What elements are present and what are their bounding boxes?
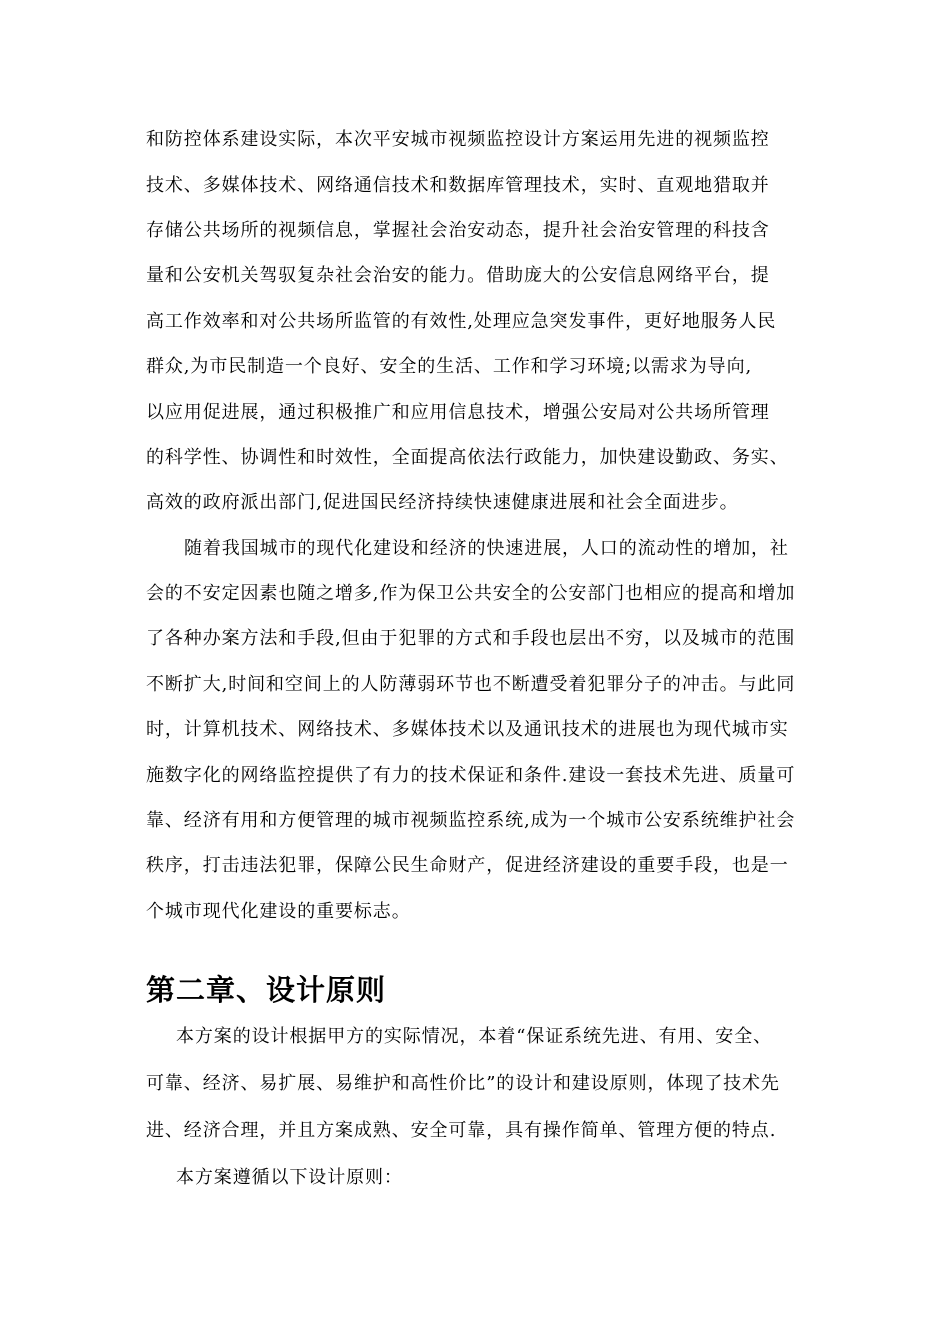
paragraph-1-line: 技术、多媒体技术、网络通信技术和数据库管理技术，实时、直观地猎取并 — [146, 175, 770, 196]
paragraph-1-line: 存储公共场所的视频信息，掌握社会治安动态，提升社会治安管理的科技含 — [146, 220, 770, 241]
paragraph-3-line: 进、经济合理，并且方案成熟、安全可靠，具有操作简单、管理方便的特点. — [146, 1120, 777, 1141]
paragraph-2-line: 时，计算机技术、网络技术、多媒体技术以及通讯技术的进展也为现代城市实 — [146, 719, 789, 740]
paragraph-2-line: 秩序，打击违法犯罪，保障公民生命财产，促进经济建设的重要手段，也是一 — [146, 855, 789, 876]
paragraph-3-line: 可靠、经济、易扩展、易维护和高性价比”的设计和建设原则，体现了技术先 — [146, 1073, 780, 1094]
paragraph-1-line: 群众,为市民制造一个良好、安全的生活、工作和学习环境;以需求为导向, — [146, 356, 753, 377]
paragraph-1-line: 高效的政府派出部门,促进国民经济持续快速健康进展和社会全面进步。 — [146, 492, 739, 513]
paragraph-3-line: 本方案的设计根据甲方的实际情况，本着“保证系统先进、有用、安全、 — [176, 1026, 772, 1047]
paragraph-1-line: 的科学性、协调性和时效性，全面提高依法行政能力，加快建设勤政、务实、 — [146, 447, 789, 468]
paragraph-1-line: 和防控体系建设实际，本次平安城市视频监控设计方案运用先进的视频监控 — [146, 129, 770, 150]
paragraph-2-line: 靠、经济有用和方便管理的城市视频监控系统,成为一个城市公安系统维护社会 — [146, 810, 796, 831]
paragraph-1-line: 以应用促进展，通过积极推广和应用信息技术，增强公安局对公共场所管理 — [146, 402, 770, 423]
paragraph-2-line: 不断扩大,时间和空间上的人防薄弱环节也不断遭受着犯罪分子的冲击。与此同 — [146, 674, 796, 695]
paragraph-2-line: 个城市现代化建设的重要标志。 — [146, 901, 411, 922]
paragraph-2-line: 了各种办案方法和手段,但由于犯罪的方式和手段也层出不穷，以及城市的范围 — [146, 628, 796, 649]
paragraph-1-line: 高工作效率和对公共场所监管的有效性,处理应急突发事件，更好地服务人民 — [146, 311, 777, 332]
paragraph-2-line: 施数字化的网络监控提供了有力的技术保证和条件.建设一套技术先进、质量可 — [146, 765, 796, 786]
chapter-heading: 第二章、设计原则 — [146, 973, 387, 1007]
paragraph-3-line: 本方案遵循以下设计原则： — [176, 1167, 403, 1188]
paragraph-1-line: 量和公安机关驾驭复杂社会治安的能力。借助庞大的公安信息网络平台，提 — [146, 265, 770, 286]
paragraph-2-line: 随着我国城市的现代化建设和经济的快速进展，人口的流动性的增加，社 — [184, 538, 789, 559]
paragraph-2-line: 会的不安定因素也随之增多,作为保卫公共安全的公安部门也相应的提高和增加 — [146, 583, 796, 604]
